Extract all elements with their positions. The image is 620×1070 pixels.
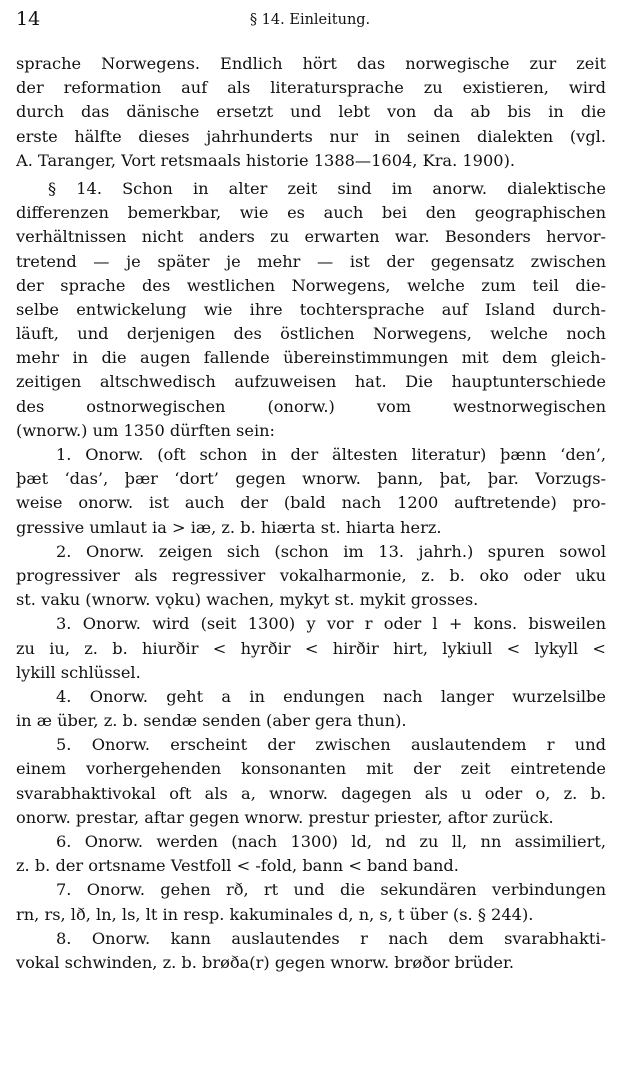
text-line: durch das dänische ersetzt und lebt von da ab bis in die: [16, 102, 606, 122]
text-line: onorw. prestar, aftar gegen wnorw. prestur priester, aftor zurück.: [16, 807, 554, 827]
text-line: (wnorw.) um 1350 dürften sein:: [16, 420, 275, 440]
text-line: der sprache des westlichen Norwegens, welche zum teil die-: [16, 275, 606, 295]
item-2: 2. Onorw. zeigen sich (schon im 13. jahrh.) spuren sowol: [56, 541, 606, 561]
running-title: § 14. Einleitung.: [249, 12, 371, 28]
text-line: des ostnorwegischen (onorw.) vom westnorwegischen: [16, 396, 606, 416]
text-line: zu iu, z. b. hiurðir < hyrðir < hirðir hirt, lykiull < lykyll <: [16, 638, 606, 658]
text-line: der reformation auf als literatursprache zu existieren, wird: [16, 78, 606, 98]
text-line: gressive umlaut ia > iæ, z. b. hiærta st. hiarta herz.: [16, 517, 442, 537]
text-line: verhältnissen nicht anders zu erwarten war. Besonders hervor-: [16, 227, 606, 247]
item-8: 8. Onorw. kann auslautendes r nach dem svarabhakti-: [56, 928, 606, 948]
text-line: tretend — je später je mehr — ist der gegensatz zwischen: [16, 251, 606, 271]
text-line: in æ über, z. b. sendæ senden (aber gera thun).: [16, 711, 407, 731]
text-line: selbe entwickelung wie ihre tochtersprache auf Island durch-: [16, 299, 606, 319]
item-3: 3. Onorw. wird (seit 1300) y vor r oder l + kons. bisweilen: [56, 614, 606, 634]
page-number: 14: [16, 8, 41, 30]
text-line: differenzen bemerkbar, wie es auch bei den geographischen: [16, 203, 606, 223]
text-line: mehr in die augen fallende übereinstimmungen mit dem gleich-: [16, 348, 606, 368]
text-line: vokal schwinden, z. b. brøða(r) gegen wnorw. brøðor brüder.: [16, 952, 515, 972]
text-line: z. b. der ortsname Vestfoll < -fold, bann < band band.: [16, 856, 459, 876]
item-4: 4. Onorw. geht a in endungen nach langer wurzelsilbe: [56, 686, 606, 706]
section-14-start: § 14. Schon in alter zeit sind im anorw. dialektische: [48, 178, 606, 198]
item-5: 5. Onorw. erscheint der zwischen auslautendem r und: [56, 735, 606, 755]
text-line: lykill schlüssel.: [16, 662, 141, 682]
page-body: [16, 52, 606, 975]
item-1: 1. Onorw. (oft schon in der ältesten literatur) þænn ‘den’,: [56, 445, 606, 464]
text-line: einem vorhergehenden konsonanten mit der zeit eintretende: [16, 759, 606, 779]
text-line: sprache Norwegens. Endlich hört das norwegische zur zeit: [16, 54, 606, 73]
item-6: 6. Onorw. werden (nach 1300) ld, nd zu ll, nn assimiliert,: [56, 832, 606, 851]
text-line: weise onorw. ist auch der (bald nach 1200 auftretende) pro-: [16, 493, 606, 513]
text-line: progressiver als regressiver vokalharmonie, z. b. oko oder uku: [16, 565, 606, 585]
text-line: A. Taranger, Vort retsmaals historie 1388—1604, Kra. 1900).: [16, 150, 516, 170]
item-7: 7. Onorw. gehen rð, rt und die sekundären verbindungen: [56, 880, 606, 900]
text-line: þæt ‘das’, þær ‘dort’ gegen wnorw. þann, þat, þar. Vorzugs-: [16, 469, 606, 489]
text-line: svarabhaktivokal oft als a, wnorw. dagegen als u oder o, z. b.: [16, 783, 606, 803]
text-line: st. vaku (wnorw. vǫku) wachen, mykyt st. mykit grosses.: [16, 590, 479, 610]
page-header: [16, 8, 604, 36]
text-line: erste hälfte dieses jahrhunderts nur in seinen dialekten (vgl.: [16, 126, 606, 146]
text-line: rn, rs, lð, ln, ls, lt in resp. kakuminales d, n, s, t über (s. § 244).: [16, 904, 534, 924]
text-line: zeitigen altschwedisch aufzuweisen hat. Die hauptunterschiede: [16, 372, 606, 392]
text-line: läuft, und derjenigen des östlichen Norwegens, welche noch: [16, 324, 606, 344]
